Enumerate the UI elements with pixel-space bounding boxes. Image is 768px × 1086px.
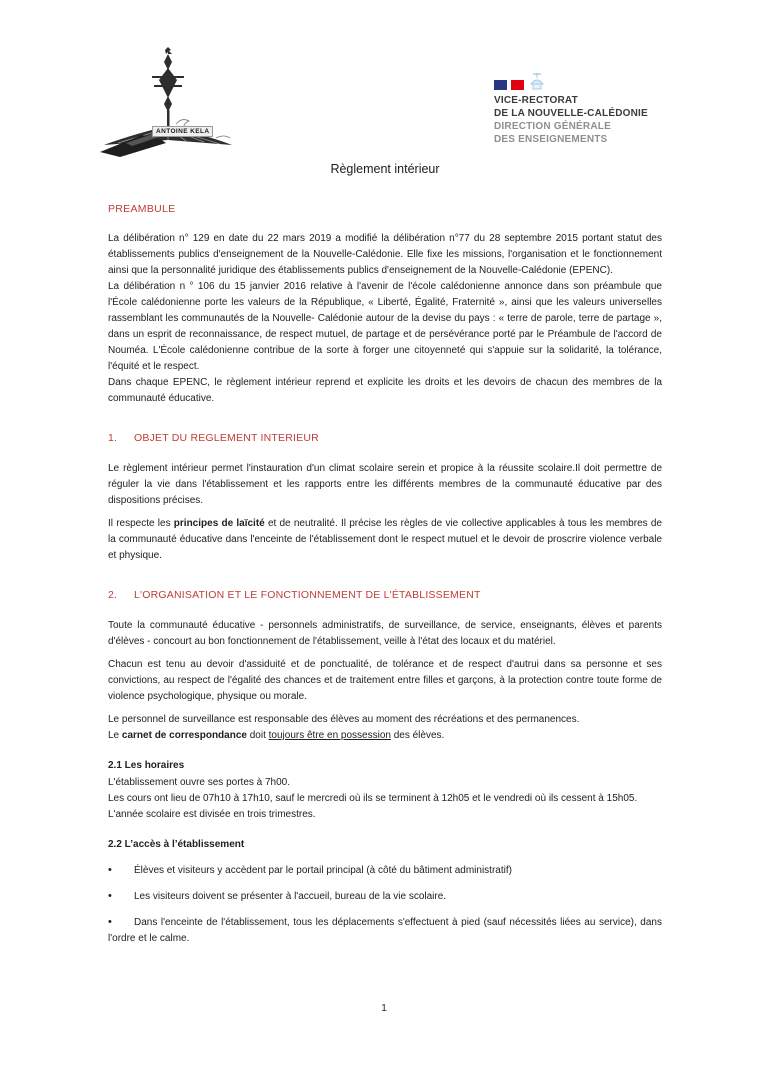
text-run: Chacun est tenu au devoir d'assiduité et de ponctualité, de tolérance et de respect d'autrui dans sa personne et ses convictions, au respect de l'égalité des chances et de traitement entre filles et garçons, à la protection contre toute forme de violence psychologique, physique ou morale. — [108, 659, 662, 702]
rooster-finial-icon — [165, 47, 172, 54]
text-run: L'établissement ouvre ses portes à 7h00. — [108, 777, 291, 788]
bullet-item — [108, 862, 662, 879]
text-run: Le — [108, 730, 122, 741]
text-run: carnet de correspondance — [121, 730, 247, 741]
text-run: Élèves et visiteurs y accèdent par le portail principal (à côté du bâtiment administratif) — [134, 865, 512, 876]
text-run: L'année scolaire est divisée en trois trimestres. — [108, 809, 316, 820]
text-run: et de neutralité. Il précise les règles de vie collective applicables à tous les membres de la communauté éducative dans l'enceinte de l'établissement dont le respect mutuel et le devoir de proscrire violence verbale et physique. — [108, 518, 662, 561]
paragraph — [108, 712, 662, 728]
text-run: principes de laïcité — [173, 518, 265, 529]
text-run: Le règlement intérieur permet l'instauration d'un climat scolaire serein et propice à la réussite scolaire.Il doit permettre de réguler la vie dans l'établissement et les rapports entre les différents membres de la communauté éducative par des dispositions précises. — [108, 463, 662, 506]
institution-dept-line1: DIRECTION GÉNÉRALE — [494, 121, 611, 132]
institution-dept-line2: DES ENSEIGNEMENTS — [494, 134, 608, 145]
paragraph — [108, 618, 662, 650]
text-run: La délibération n ° 106 du 15 janvier 2016 relative à l'avenir de l'école calédonienne annonce dans son préambule que l'École calédonienne porte les valeurs de la République, « Liberté, Égalité, Fraternité », ainsi que les valeurs universelles rassemblant les communautés de la Nouvelle- Calédonie autour de la devise du pays : « terre de parole, terre de partage », dans un esprit de reconnaissance, de respect mutuel, de partage et de persévérance porté par le Préambule de l'accord de Nouméa. L'École calédonienne contribue de la sorte à forger une citoyenneté qui s'appuie sur la solidarité, la tolérance, l'équité et le respect. — [108, 281, 662, 372]
bullet-item — [108, 888, 662, 905]
document-content — [108, 162, 662, 947]
text-run: La délibération n° 129 en date du 22 mars 2019 a modifié la délibération n°77 du 28 septembre 2015 portant statut des établissements publics d'enseignement de la Nouvelle-Calédonie. Elle fixe les missions, l'organisation et le fonctionnement ainsi que la personnalité juridique des établissements publics d'enseignement de la Nouvelle-Calédonie (EPENC). — [108, 233, 662, 276]
section-number: 2. — [108, 589, 118, 601]
bullet-icon: • — [108, 864, 112, 876]
page-number: 1 — [381, 1002, 387, 1014]
paragraph — [108, 657, 662, 705]
text-run: Les cours ont lieu de 07h10 à 17h10, sauf le mercredi où ils se terminent à 12h05 et le vendredi où ils cessent à 15h05. — [108, 793, 638, 804]
section-body — [108, 618, 662, 947]
text-run: toujours être en possession — [268, 730, 391, 741]
school-emblem-icon — [98, 46, 248, 162]
text-run: Dans l'enceinte de l'établissement, tous les déplacements s'effectuent à pied (sauf nécessités liées au service), dans l'ordre et le calme. — [108, 917, 662, 944]
preamble-paragraph — [108, 375, 662, 407]
bullet-item — [108, 914, 662, 947]
paragraph — [108, 791, 662, 807]
institution-name-line2: DE LA NOUVELLE-CALÉDONIE — [494, 108, 648, 119]
text-run: Toute la communauté éducative - personnels administratifs, de surveillance, de service, enseignants, élèves et parents d'élèves - concourt au bon fonctionnement de l'établissement, veille à l'état des locaux et du matériel. — [108, 620, 662, 647]
preamble-paragraph — [108, 231, 662, 279]
section-title: L'ORGANISATION ET LE FONCTIONNEMENT DE L'ÉTABLISSEMENT — [134, 589, 481, 601]
institution-name-line1: VICE-RECTORAT — [494, 95, 578, 106]
preamble-paragraph — [108, 279, 662, 375]
text-run: Les visiteurs doivent se présenter à l'accueil, bureau de la vie scolaire. — [134, 891, 447, 902]
text-run: Il respecte les — [108, 518, 174, 529]
school-name-label: ANTOINE KELA — [152, 126, 213, 137]
subsection-heading: 2.1 Les horaires — [108, 760, 185, 771]
text-run: Dans chaque EPENC, le règlement intérieur reprend et explicite les droits et les devoirs de chacun des membres de la communauté éducative. — [108, 377, 662, 404]
paragraph — [108, 516, 662, 564]
section-title: OBJET DU REGLEMENT INTERIEUR — [134, 432, 319, 444]
bullet-icon: • — [108, 890, 112, 902]
paragraph — [108, 728, 662, 744]
section-heading — [108, 589, 662, 601]
subsection-heading: 2.2 L’accès à l’établissement — [108, 839, 245, 850]
vice-rectorat-logo — [494, 72, 694, 146]
preamble-body — [108, 231, 662, 407]
paragraph — [108, 775, 662, 791]
preamble-heading: PREAMBULE — [108, 203, 176, 215]
section-heading — [108, 432, 662, 444]
paragraph — [108, 807, 662, 823]
sections — [108, 432, 662, 947]
text-run: Le personnel de surveillance est responsable des élèves au moment des récréations et des permanences. — [108, 714, 580, 725]
text-run: doit — [246, 730, 269, 741]
text-run: des élèves. — [390, 730, 445, 741]
paragraph — [108, 461, 662, 509]
section-body — [108, 461, 662, 564]
school-logo — [98, 46, 248, 162]
french-flag-icon — [494, 80, 524, 90]
section-number: 1. — [108, 432, 118, 444]
logo-marks — [494, 72, 694, 90]
nc-emblem-icon — [529, 72, 545, 90]
bullet-icon: • — [108, 916, 112, 928]
document-title: Règlement intérieur — [330, 162, 440, 176]
